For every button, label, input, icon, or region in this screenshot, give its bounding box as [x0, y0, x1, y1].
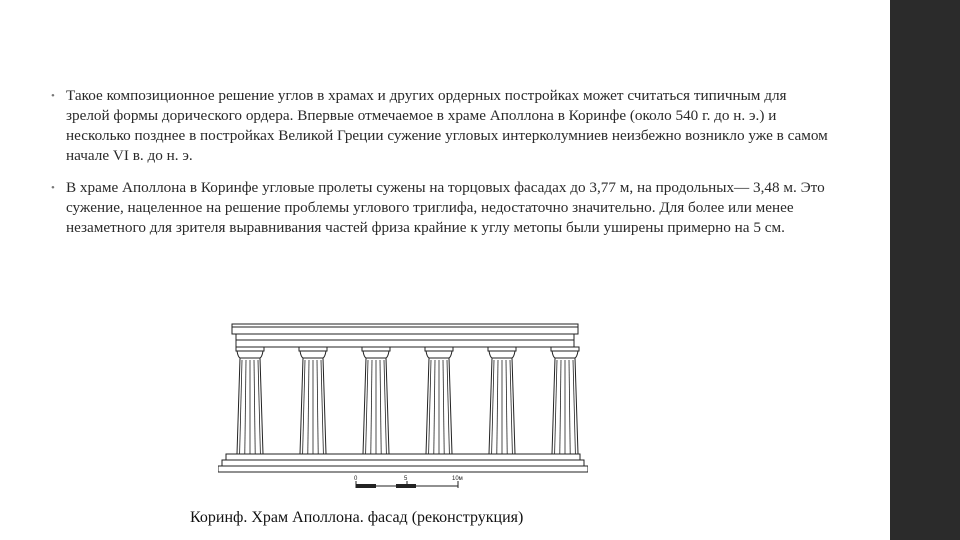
temple-facade-svg: [218, 318, 588, 490]
column: [299, 347, 327, 454]
bullet-dot-icon: •: [51, 182, 55, 194]
column: [488, 347, 516, 454]
column: [236, 347, 264, 454]
figure-caption: Коринф. Храм Аполлона. фасад (реконструкция): [190, 509, 524, 526]
bullet-dot-icon: •: [51, 90, 55, 102]
scale-label: 10м: [452, 476, 463, 482]
scale-bar: [354, 476, 463, 488]
bullet-text: Такое композиционное решение углов в храмах и других ордерных постройках может считаться типичным для зрелой формы дорического ордера. Впервые отмечаемое в храме Аполлона в Коринфе (около 540 г. до н. э.) и несколько позднее в постройках Великой Греции сужение угловых интерколумниев неизбежно возникло уже в самом начале VI в. до н. э.: [66, 87, 828, 164]
colonnade: [236, 347, 579, 454]
bullet-list: [48, 86, 828, 250]
scale-label: 0: [354, 476, 358, 482]
cornice: [232, 324, 578, 334]
column: [362, 347, 390, 454]
stylobate-step-2: [222, 460, 584, 466]
column: [551, 347, 579, 454]
right-decorative-bar: [890, 0, 960, 540]
bullet-text: В храме Аполлона в Коринфе угловые пролеты сужены на торцовых фасадах до 3,77 м, на продольных— 3,48 м. Это сужение, нацеленное на решение проблемы углового триглифа, недостаточно значительно. Для более или менее незаметного для зрителя выравнивания частей фриза крайние к углу метопы были уширены примерно на 5 см.: [66, 179, 825, 236]
scale-label: 5: [404, 476, 408, 482]
stylobate-step-3: [218, 466, 588, 472]
temple-facade-drawing: [218, 318, 588, 490]
bullet-item: [48, 86, 828, 166]
bullet-item: [48, 178, 828, 238]
stylobate-step-1: [226, 454, 580, 460]
column: [425, 347, 453, 454]
